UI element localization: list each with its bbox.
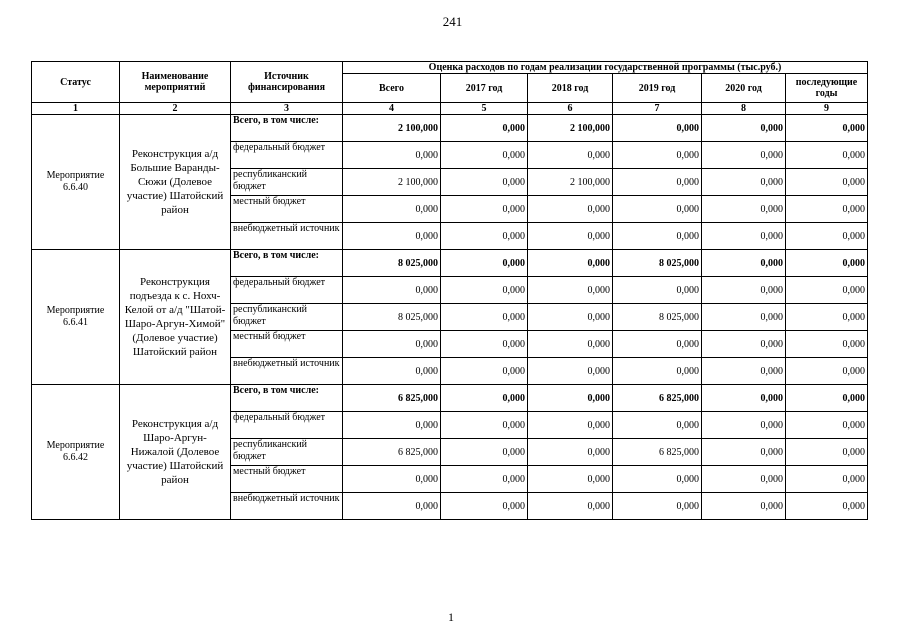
amount-cell: 0,000 <box>786 250 868 277</box>
funding-source: республиканский бюджет <box>231 169 343 196</box>
amount-cell: 0,000 <box>786 466 868 493</box>
amount-cell: 6 825,000 <box>343 439 441 466</box>
column-number: 6 <box>528 103 613 115</box>
amount-cell: 0,000 <box>786 358 868 385</box>
amount-cell: 0,000 <box>702 439 786 466</box>
amount-cell: 8 025,000 <box>613 250 702 277</box>
amount-cell: 0,000 <box>702 412 786 439</box>
funding-source: внебюджетный источник <box>231 493 343 520</box>
funding-source: Всего, в том числе: <box>231 385 343 412</box>
column-number: 5 <box>441 103 528 115</box>
table-row <box>32 250 868 277</box>
funding-source: федеральный бюджет <box>231 142 343 169</box>
amount-cell: 0,000 <box>528 385 613 412</box>
amount-cell: 2 100,000 <box>343 115 441 142</box>
amount-cell: 0,000 <box>613 196 702 223</box>
amount-cell: 0,000 <box>702 331 786 358</box>
amount-cell: 0,000 <box>441 412 528 439</box>
amount-cell: 0,000 <box>702 493 786 520</box>
amount-cell: 0,000 <box>702 142 786 169</box>
amount-cell: 0,000 <box>613 277 702 304</box>
amount-cell: 0,000 <box>343 493 441 520</box>
amount-cell: 2 100,000 <box>528 169 613 196</box>
funding-source: местный бюджет <box>231 196 343 223</box>
amount-cell: 0,000 <box>441 466 528 493</box>
header-later: последующие годы <box>786 74 868 103</box>
amount-cell: 0,000 <box>786 142 868 169</box>
amount-cell: 0,000 <box>528 250 613 277</box>
amount-cell: 6 825,000 <box>613 439 702 466</box>
amount-cell: 8 025,000 <box>613 304 702 331</box>
header-total: Всего <box>343 74 441 103</box>
amount-cell: 0,000 <box>441 385 528 412</box>
funding-source: внебюджетный источник <box>231 358 343 385</box>
amount-cell: 0,000 <box>786 412 868 439</box>
amount-cell: 0,000 <box>441 331 528 358</box>
budget-table <box>31 61 868 520</box>
amount-cell: 0,000 <box>528 196 613 223</box>
amount-cell: 0,000 <box>702 277 786 304</box>
column-number: 3 <box>231 103 343 115</box>
amount-cell: 0,000 <box>786 169 868 196</box>
amount-cell: 2 100,000 <box>528 115 613 142</box>
event-name: Реконструкция а/д Шаро-Аргун-Нижалой (Долевое участие) Шатойский район <box>120 385 231 520</box>
header-2019: 2019 год <box>613 74 702 103</box>
amount-cell: 0,000 <box>702 385 786 412</box>
amount-cell: 0,000 <box>528 466 613 493</box>
amount-cell: 0,000 <box>702 223 786 250</box>
amount-cell: 0,000 <box>702 304 786 331</box>
amount-cell: 2 100,000 <box>343 169 441 196</box>
page-number: 241 <box>442 14 463 29</box>
amount-cell: 0,000 <box>441 115 528 142</box>
event-name: Реконструкция а/д Большие Варанды-Сюжи (Долевое участие) Шатойский район <box>120 115 231 250</box>
amount-cell: 0,000 <box>441 223 528 250</box>
amount-cell: 0,000 <box>441 169 528 196</box>
amount-cell: 0,000 <box>786 223 868 250</box>
funding-source: республиканский бюджет <box>231 439 343 466</box>
amount-cell: 8 025,000 <box>343 250 441 277</box>
table-row <box>32 385 868 412</box>
amount-cell: 0,000 <box>441 196 528 223</box>
amount-cell: 0,000 <box>702 115 786 142</box>
header-source: Источник финансирования <box>231 62 343 103</box>
amount-cell: 0,000 <box>613 169 702 196</box>
amount-cell: 0,000 <box>528 412 613 439</box>
header-group: Оценка расходов по годам реализации государственной программы (тыс.руб.) <box>343 62 868 74</box>
amount-cell: 0,000 <box>613 115 702 142</box>
header-status: Статус <box>32 62 120 103</box>
amount-cell: 0,000 <box>343 223 441 250</box>
amount-cell: 0,000 <box>702 169 786 196</box>
funding-source: федеральный бюджет <box>231 412 343 439</box>
amount-cell: 0,000 <box>528 277 613 304</box>
amount-cell: 0,000 <box>613 412 702 439</box>
event-status: Мероприятие 6.6.41 <box>32 250 120 385</box>
amount-cell: 0,000 <box>786 277 868 304</box>
amount-cell: 6 825,000 <box>343 385 441 412</box>
amount-cell: 0,000 <box>528 439 613 466</box>
amount-cell: 0,000 <box>343 466 441 493</box>
amount-cell: 0,000 <box>613 223 702 250</box>
amount-cell: 0,000 <box>613 466 702 493</box>
header-2017: 2017 год <box>441 74 528 103</box>
footer-mark: 1 <box>448 610 454 624</box>
column-number: 8 <box>702 103 786 115</box>
header-name: Наименование мероприятий <box>120 62 231 103</box>
column-number: 1 <box>32 103 120 115</box>
amount-cell: 0,000 <box>613 358 702 385</box>
amount-cell: 0,000 <box>528 331 613 358</box>
funding-source: внебюджетный источник <box>231 223 343 250</box>
amount-cell: 0,000 <box>528 304 613 331</box>
amount-cell: 6 825,000 <box>613 385 702 412</box>
amount-cell: 0,000 <box>786 115 868 142</box>
amount-cell: 0,000 <box>343 412 441 439</box>
amount-cell: 0,000 <box>441 493 528 520</box>
amount-cell: 0,000 <box>343 358 441 385</box>
table-row <box>32 115 868 142</box>
amount-cell: 0,000 <box>343 331 441 358</box>
column-number: 7 <box>613 103 702 115</box>
funding-source: местный бюджет <box>231 466 343 493</box>
amount-cell: 0,000 <box>786 196 868 223</box>
column-number: 9 <box>786 103 868 115</box>
event-name: Реконструкция подъезда к с. Нохч-Келой от а/д "Шатой-Шаро-Аргун-Химой" (Долевое участие) Шатойский район <box>120 250 231 385</box>
amount-cell: 0,000 <box>343 142 441 169</box>
amount-cell: 0,000 <box>441 142 528 169</box>
amount-cell: 0,000 <box>702 250 786 277</box>
amount-cell: 0,000 <box>343 196 441 223</box>
amount-cell: 0,000 <box>786 304 868 331</box>
event-status: Мероприятие 6.6.40 <box>32 115 120 250</box>
funding-source: местный бюджет <box>231 331 343 358</box>
amount-cell: 0,000 <box>786 439 868 466</box>
amount-cell: 0,000 <box>441 277 528 304</box>
amount-cell: 0,000 <box>441 304 528 331</box>
funding-source: республиканский бюджет <box>231 304 343 331</box>
amount-cell: 0,000 <box>528 493 613 520</box>
amount-cell: 0,000 <box>613 493 702 520</box>
amount-cell: 0,000 <box>528 142 613 169</box>
column-number: 2 <box>120 103 231 115</box>
amount-cell: 0,000 <box>786 385 868 412</box>
header-2020: 2020 год <box>702 74 786 103</box>
amount-cell: 0,000 <box>702 196 786 223</box>
event-status: Мероприятие 6.6.42 <box>32 385 120 520</box>
funding-source: федеральный бюджет <box>231 277 343 304</box>
amount-cell: 0,000 <box>441 439 528 466</box>
funding-source: Всего, в том числе: <box>231 115 343 142</box>
amount-cell: 0,000 <box>441 250 528 277</box>
amount-cell: 0,000 <box>528 223 613 250</box>
header-2018: 2018 год <box>528 74 613 103</box>
amount-cell: 0,000 <box>786 331 868 358</box>
amount-cell: 0,000 <box>702 358 786 385</box>
column-number: 4 <box>343 103 441 115</box>
amount-cell: 0,000 <box>613 142 702 169</box>
amount-cell: 0,000 <box>441 358 528 385</box>
amount-cell: 0,000 <box>343 277 441 304</box>
amount-cell: 0,000 <box>528 358 613 385</box>
amount-cell: 0,000 <box>786 493 868 520</box>
amount-cell: 8 025,000 <box>343 304 441 331</box>
amount-cell: 0,000 <box>613 331 702 358</box>
funding-source: Всего, в том числе: <box>231 250 343 277</box>
amount-cell: 0,000 <box>702 466 786 493</box>
